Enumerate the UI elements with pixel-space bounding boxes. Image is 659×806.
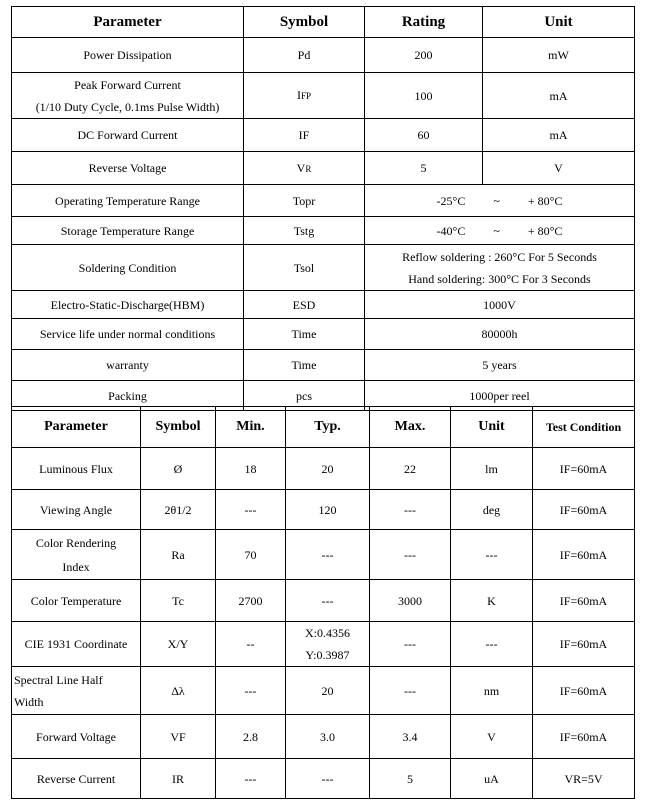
value-cell: 80000h	[365, 319, 635, 350]
symbol-subscript: R	[305, 163, 312, 174]
table-row	[12, 715, 635, 759]
parameter-cell: Reverse Current	[12, 759, 141, 799]
parameter-cell	[12, 530, 141, 580]
symbol-cell: Time	[244, 319, 365, 350]
header-symbol: Symbol	[244, 7, 365, 38]
header-unit: Unit	[483, 7, 635, 38]
range-low: -25°C	[436, 193, 466, 208]
typ-cell: 20	[286, 448, 370, 490]
symbol-cell: X/Y	[141, 622, 216, 667]
min-cell: 70	[216, 530, 286, 580]
test-condition-cell: VR=5V	[533, 759, 635, 799]
symbol-cell: ESD	[244, 291, 365, 319]
table-header-row	[12, 407, 635, 448]
table-row	[12, 448, 635, 490]
parameter-cell: warranty	[12, 350, 244, 381]
symbol-cell: Ø	[141, 448, 216, 490]
symbol-cell: 2θ1/2	[141, 490, 216, 530]
symbol-cell: Topr	[244, 185, 365, 217]
range-cell	[365, 217, 635, 245]
table-row	[12, 245, 635, 291]
table-row	[12, 667, 635, 715]
max-cell: 22	[370, 448, 451, 490]
soldering-hand: Hand soldering: 300°C For 3 Seconds	[408, 271, 591, 286]
header-test-condition: Test Condition	[533, 407, 635, 448]
table-row	[12, 490, 635, 530]
test-condition-cell: IF=60mA	[533, 667, 635, 715]
symbol-cell	[244, 152, 365, 185]
unit-cell: mA	[483, 73, 635, 119]
symbol-cell: Δλ	[141, 667, 216, 715]
parameter-cell: Power Dissipation	[12, 38, 244, 73]
typ-cell	[286, 622, 370, 667]
cie-x-value: X:0.4356	[305, 626, 350, 640]
min-cell: 2700	[216, 580, 286, 622]
symbol-main: V	[296, 160, 306, 175]
parameter-cell	[12, 73, 244, 119]
table-row	[12, 291, 635, 319]
parameter-cell: Soldering Condition	[12, 245, 244, 291]
table-header-row	[12, 7, 635, 38]
test-condition-cell: IF=60mA	[533, 715, 635, 759]
typ-cell: 120	[286, 490, 370, 530]
symbol-cell: Tsol	[244, 245, 365, 291]
table-row	[12, 185, 635, 217]
symbol-cell: Tstg	[244, 217, 365, 245]
min-cell: ---	[216, 490, 286, 530]
unit-cell: deg	[451, 490, 533, 530]
header-symbol: Symbol	[141, 407, 216, 448]
parameter-line: Spectral Line Half	[14, 672, 103, 687]
unit-cell: mW	[483, 38, 635, 73]
test-condition-cell: IF=60mA	[533, 622, 635, 667]
header-unit: Unit	[451, 407, 533, 448]
rating-cell: 5	[365, 152, 483, 185]
unit-cell: uA	[451, 759, 533, 799]
symbol-cell: Ra	[141, 530, 216, 580]
header-rating: Rating	[365, 7, 483, 38]
test-condition-cell: IF=60mA	[533, 580, 635, 622]
symbol-cell: Time	[244, 350, 365, 381]
typ-cell: 3.0	[286, 715, 370, 759]
table-row	[12, 217, 635, 245]
parameter-cell: Electro-Static-Discharge(HBM)	[12, 291, 244, 319]
value-cell: 1000per reel	[365, 381, 635, 411]
max-cell: 3000	[370, 580, 451, 622]
min-cell: ---	[216, 667, 286, 715]
test-condition-cell: IF=60mA	[533, 530, 635, 580]
range-cell	[365, 185, 635, 217]
symbol-cell: Pd	[244, 38, 365, 73]
table-row	[12, 580, 635, 622]
range-separator: ~	[493, 193, 500, 208]
max-cell: ---	[370, 530, 451, 580]
range-high: + 80°C	[527, 223, 563, 238]
unit-cell: ---	[451, 622, 533, 667]
min-cell: ---	[216, 759, 286, 799]
max-cell: 3.4	[370, 715, 451, 759]
soldering-cell	[365, 245, 635, 291]
parameter-cell	[12, 667, 141, 715]
unit-cell: V	[451, 715, 533, 759]
symbol-subscript: FP	[300, 91, 311, 101]
parameter-cell: Viewing Angle	[12, 490, 141, 530]
symbol-cell	[244, 73, 365, 119]
table-row	[12, 759, 635, 799]
max-cell: ---	[370, 490, 451, 530]
max-cell: ---	[370, 622, 451, 667]
table-row	[12, 38, 635, 73]
symbol-cell: Tc	[141, 580, 216, 622]
typ-cell: 20	[286, 667, 370, 715]
rating-cell: 200	[365, 38, 483, 73]
test-condition-cell: IF=60mA	[533, 448, 635, 490]
rating-cell: 100	[365, 73, 483, 119]
parameter-cell: Service life under normal conditions	[12, 319, 244, 350]
soldering-reflow: Reflow soldering : 260°C For 5 Seconds	[402, 249, 597, 264]
typ-cell: ---	[286, 530, 370, 580]
unit-cell: V	[483, 152, 635, 185]
unit-cell: mA	[483, 119, 635, 152]
max-cell: ---	[370, 667, 451, 715]
header-max: Max.	[370, 407, 451, 448]
min-cell: 18	[216, 448, 286, 490]
cie-y-value: Y:0.3987	[305, 648, 350, 662]
parameter-cell: Color Temperature	[12, 580, 141, 622]
table-row	[12, 73, 635, 119]
max-cell: 5	[370, 759, 451, 799]
parameter-cell: Reverse Voltage	[12, 152, 244, 185]
range-separator: ~	[493, 223, 500, 238]
parameter-cell: Storage Temperature Range	[12, 217, 244, 245]
parameter-line: (1/10 Duty Cycle, 0.1ms Pulse Width)	[35, 99, 220, 114]
typ-cell: ---	[286, 580, 370, 622]
header-parameter: Parameter	[12, 407, 141, 448]
parameter-cell: DC Forward Current	[12, 119, 244, 152]
value-cell: 5 years	[365, 350, 635, 381]
range-high: + 80°C	[527, 193, 563, 208]
rating-cell: 60	[365, 119, 483, 152]
typ-cell: ---	[286, 759, 370, 799]
parameter-line: Width	[14, 694, 44, 709]
absolute-ratings-table	[11, 6, 635, 411]
header-parameter: Parameter	[12, 7, 244, 38]
parameter-cell: Operating Temperature Range	[12, 185, 244, 217]
table-row	[12, 530, 635, 580]
min-cell: 2.8	[216, 715, 286, 759]
symbol-cell: IR	[141, 759, 216, 799]
parameter-line: Index	[62, 559, 90, 574]
test-condition-cell: IF=60mA	[533, 490, 635, 530]
optical-characteristics-table	[11, 406, 635, 799]
table-row	[12, 350, 635, 381]
parameter-cell: Packing	[12, 381, 244, 411]
table-row	[12, 152, 635, 185]
parameter-cell: CIE 1931 Coordinate	[12, 622, 141, 667]
range-low: -40°C	[436, 223, 466, 238]
unit-cell: lm	[451, 448, 533, 490]
parameter-cell: Luminous Flux	[12, 448, 141, 490]
unit-cell: nm	[451, 667, 533, 715]
parameter-cell: Forward Voltage	[12, 715, 141, 759]
symbol-cell: VF	[141, 715, 216, 759]
header-min: Min.	[216, 407, 286, 448]
table-row	[12, 319, 635, 350]
unit-cell: ---	[451, 530, 533, 580]
symbol-cell: pcs	[244, 381, 365, 411]
table-row	[12, 622, 635, 667]
unit-cell: K	[451, 580, 533, 622]
header-typ: Typ.	[286, 407, 370, 448]
parameter-line: Peak Forward Current	[74, 77, 181, 92]
symbol-cell: IF	[244, 119, 365, 152]
parameter-line: Color Rendering	[35, 535, 117, 550]
symbol-main: I	[296, 88, 301, 102]
table-row	[12, 119, 635, 152]
min-cell: --	[216, 622, 286, 667]
value-cell: 1000V	[365, 291, 635, 319]
